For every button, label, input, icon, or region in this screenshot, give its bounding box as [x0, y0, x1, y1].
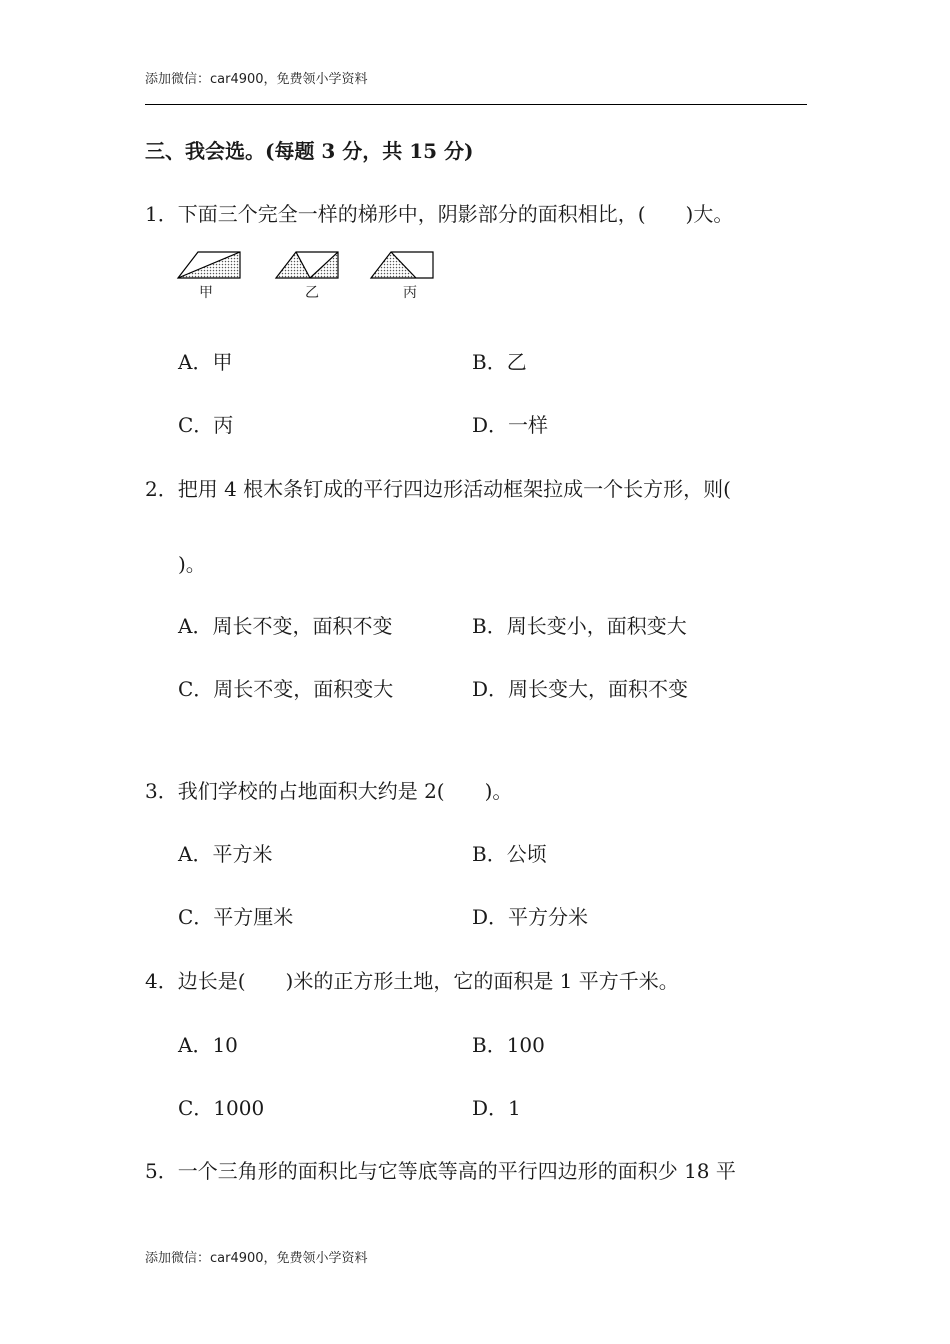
- q2-option-c[interactable]: C．周长不变，面积变大: [178, 677, 394, 701]
- page-header: 添加微信：car4900，免费领小学资料: [145, 72, 368, 87]
- q4-option-b[interactable]: B．100: [472, 1033, 545, 1057]
- section-title: 三、我会选。(每题 3 分，共 15 分): [145, 139, 474, 163]
- trapezoid-figures: [176, 248, 438, 282]
- trapezoid-bing: [371, 252, 433, 278]
- q4-option-a[interactable]: A．10: [178, 1033, 238, 1057]
- q2-option-d[interactable]: D．周长变大，面积不变: [472, 677, 689, 701]
- q3-option-d[interactable]: D．平方分米: [472, 905, 589, 929]
- question-3: 3．我们学校的占地面积大约是 2( )。: [145, 779, 513, 803]
- page-footer: 添加微信：car4900，免费领小学资料: [145, 1251, 368, 1266]
- trapezoid-yi: [276, 252, 338, 278]
- question-2: 2．把用 4 根木条钉成的平行四边形活动框架拉成一个长方形，则(: [145, 477, 731, 501]
- q1-option-a[interactable]: A．甲: [178, 350, 233, 374]
- figure-label-jia: 甲: [199, 285, 213, 301]
- trapezoid-bing-shaded: [371, 252, 416, 278]
- question-4: 4．边长是( )米的正方形土地，它的面积是 1 平方千米。: [145, 969, 679, 993]
- q3-option-a[interactable]: A．平方米: [178, 842, 273, 866]
- q1-option-c[interactable]: C．丙: [178, 413, 234, 437]
- q4-option-d[interactable]: D．1: [472, 1096, 521, 1120]
- figure-label-bing: 丙: [403, 285, 417, 301]
- q2-option-b[interactable]: B．周长变小，面积变大: [472, 614, 687, 638]
- q1-option-d[interactable]: D．一样: [472, 413, 549, 437]
- question-1: 1．下面三个完全一样的梯形中，阴影部分的面积相比，( )大。: [145, 202, 734, 226]
- figure-label-yi: 乙: [305, 285, 319, 301]
- question-2-continuation: )。: [178, 552, 206, 576]
- q4-option-c[interactable]: C．1000: [178, 1096, 265, 1120]
- question-5: 5．一个三角形的面积比与它等底等高的平行四边形的面积少 18 平: [145, 1159, 736, 1183]
- trapezoid-jia: [178, 252, 240, 278]
- header-rule: [145, 104, 807, 105]
- q1-option-b[interactable]: B．乙: [472, 350, 527, 374]
- q2-option-a[interactable]: A．周长不变，面积不变: [178, 614, 393, 638]
- q3-option-c[interactable]: C．平方厘米: [178, 905, 294, 929]
- q3-option-b[interactable]: B．公顷: [472, 842, 547, 866]
